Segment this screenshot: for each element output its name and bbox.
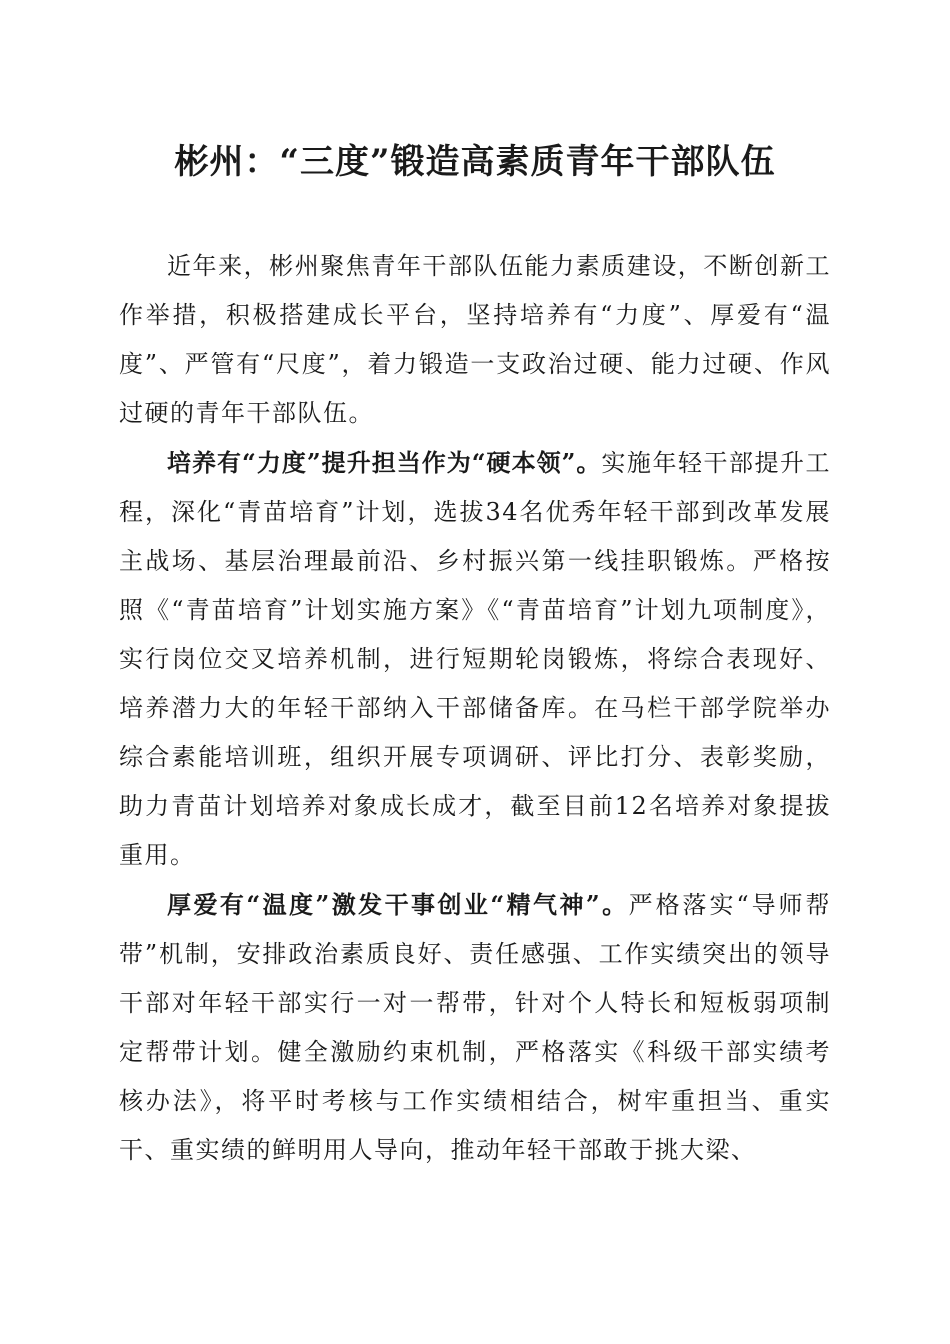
paragraph-lead: 厚爱有“温度”激发干事创业“精气神”。 <box>167 890 629 919</box>
paragraph-intro <box>119 242 831 438</box>
document-title: 彬州：“三度”锻造高素质青年干部队伍 <box>174 142 776 182</box>
document-body <box>119 242 831 1175</box>
paragraph-text: 近年来，彬州聚焦青年干部队伍能力素质建设，不断创新工作举措，积极搭建成长平台，坚持培养有“力度”、厚爱有“温度”、严管有“尺度”，着力锻造一支政治过硬、能力过硬、作风过硬的青年干部队伍。 <box>119 252 831 427</box>
paragraph-text: 严格落实“导师帮带”机制，安排政治素质良好、责任感强、工作实绩突出的领导干部对年轻干部实行一对一帮带，针对个人特长和短板弱项制定帮带计划。健全激励约束机制，严格落实《科级干部实绩考核办法》，将平时考核与工作实绩相结合，树牢重担当、重实干、重实绩的鲜明用人导向，推动年轻干部敢于挑大梁、 <box>119 891 831 1164</box>
paragraph-training <box>119 438 831 880</box>
paragraph-text: 实施年轻干部提升工程，深化“青苗培育”计划，选拔34名优秀年轻干部到改革发展主战场、基层治理最前沿、乡村振兴第一线挂职锻炼。严格按照《“青苗培育”计划实施方案》《“青苗培育”计划九项制度》，实行岗位交叉培养机制，进行短期轮岗锻炼，将综合表现好、培养潜力大的年轻干部纳入干部储备库。在马栏干部学院举办综合素能培训班，组织开展专项调研、评比打分、表彰奖励，助力青苗计划培养对象成长成才，截至目前12名培养对象提拔重用。 <box>119 449 832 869</box>
paragraph-lead: 培养有“力度”提升担当作为“硬本领”。 <box>167 448 602 477</box>
paragraph-care <box>119 880 831 1175</box>
